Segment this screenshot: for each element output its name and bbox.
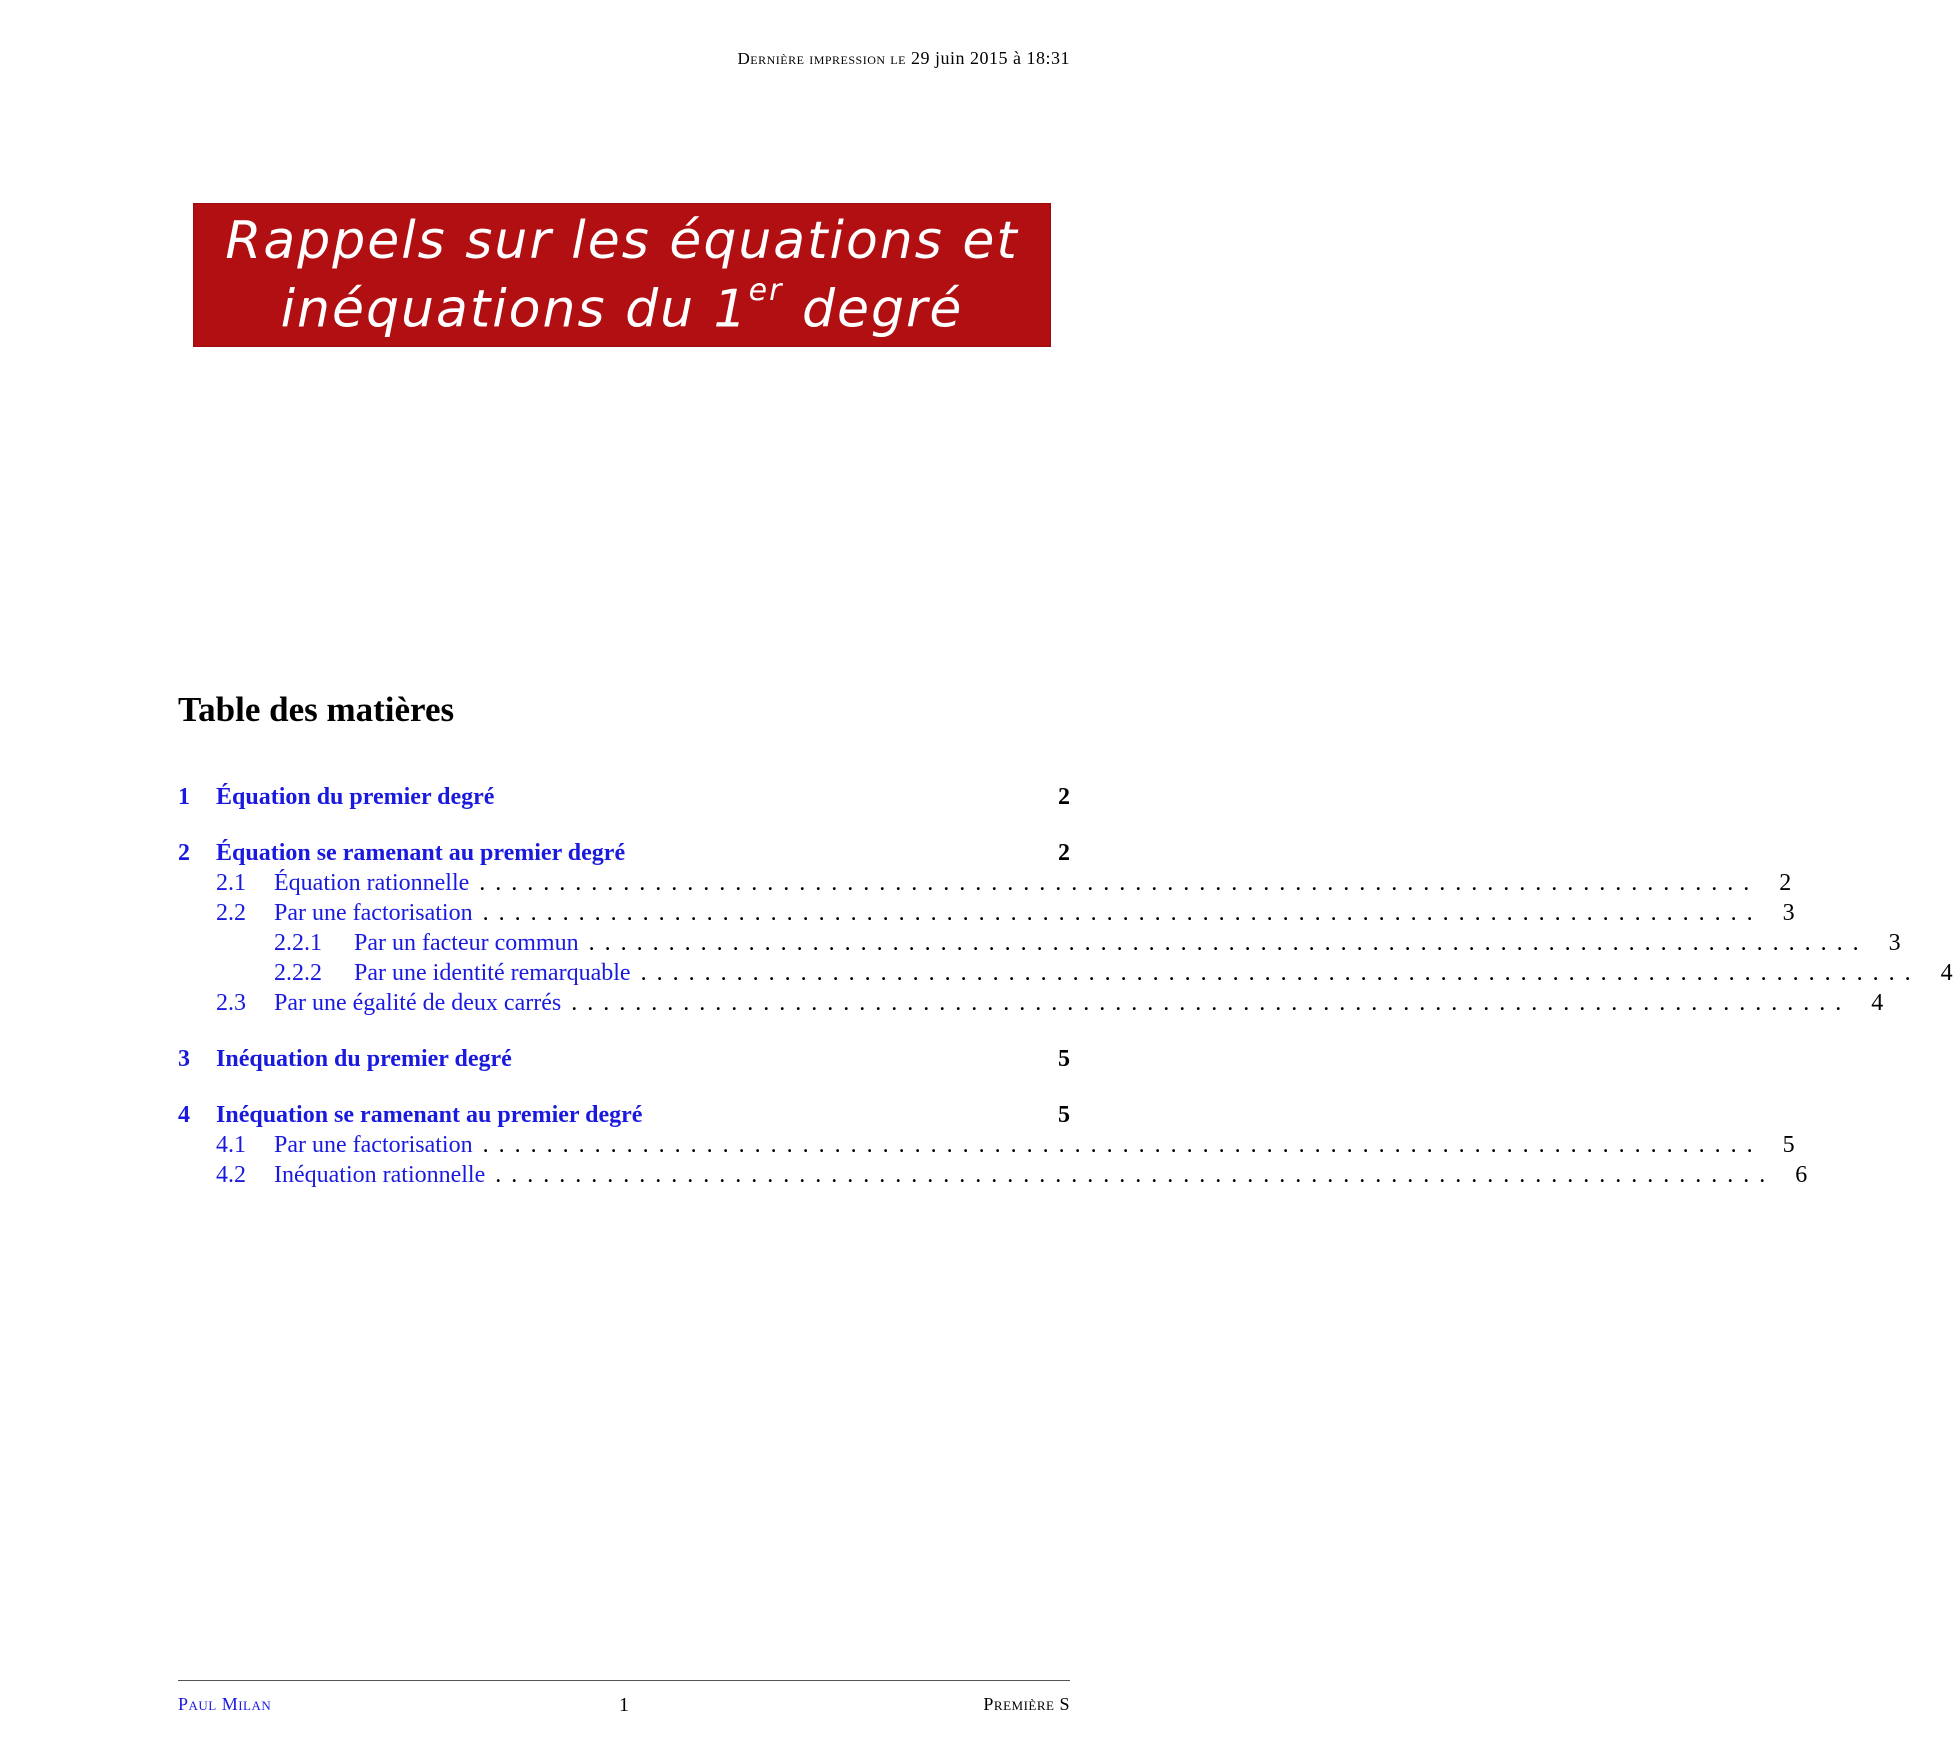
toc-entry-page: 2 (1779, 870, 1792, 896)
title-line-2-end: degré (783, 279, 964, 340)
toc-entry-number: 2.2.1 (274, 930, 322, 956)
title-superscript: er (748, 272, 784, 308)
toc-entry-link[interactable]: Par une égalité de deux carrés (274, 990, 562, 1016)
toc-entry[interactable] (178, 870, 1792, 900)
toc-heading: Table des matières (178, 690, 455, 729)
toc-entry-link[interactable]: Équation rationnelle (274, 870, 470, 896)
print-time: 18:31 (1026, 48, 1070, 68)
toc-entry[interactable] (178, 784, 1070, 814)
toc-entry-link[interactable]: Inéquation rationnelle (274, 1162, 486, 1188)
toc-entry-number: 2.1 (216, 870, 246, 896)
footer-level: Première S (983, 1694, 1070, 1714)
toc-entry-page: 3 (1888, 930, 1901, 956)
toc-entry-page: 2 (1058, 784, 1070, 810)
toc-entry[interactable] (178, 840, 1070, 870)
toc-entry-page: 3 (1782, 900, 1795, 926)
toc-entry-number: 2.3 (216, 990, 246, 1016)
toc-entry[interactable] (178, 900, 1795, 930)
toc-dot-leader: ................................................................................ (588, 930, 1869, 956)
footer-author: Paul Milan (178, 1694, 272, 1714)
toc-entry-page: 5 (1058, 1102, 1070, 1128)
toc-entry-link[interactable]: Par un facteur commun (354, 930, 579, 956)
toc-entry-page: 2 (1058, 840, 1070, 866)
toc-entry[interactable] (178, 930, 1901, 960)
title-line-2 (281, 270, 964, 338)
toc-entry-page: 5 (1782, 1132, 1795, 1158)
table-of-contents (178, 784, 1953, 1192)
toc-dot-leader: ................................................................................ (479, 870, 1760, 896)
toc-dot-leader: ................................................................................ (482, 1132, 1763, 1158)
title-line-1: Rappels sur les équations et (225, 210, 1019, 271)
toc-entry-number: 1 (178, 784, 190, 810)
footer-divider (178, 1680, 1070, 1681)
toc-entry-number: 2.2 (216, 900, 246, 926)
toc-entry-number: 4.1 (216, 1132, 246, 1158)
print-label: Dernière impression le (737, 49, 906, 68)
toc-dot-leader: ................................................................................ (640, 960, 1921, 986)
toc-entry[interactable] (178, 1162, 1808, 1192)
toc-entry[interactable] (178, 1102, 1070, 1132)
toc-dot-leader: ................................................................................ (482, 900, 1763, 926)
toc-entry-page: 5 (1058, 1046, 1070, 1072)
title-banner (194, 204, 1050, 346)
toc-entry-number: 2 (178, 840, 190, 866)
toc-entry-number: 4.2 (216, 1162, 246, 1188)
toc-entry-number: 4 (178, 1102, 190, 1128)
toc-entry-link[interactable]: Inéquation du premier degré (216, 1046, 512, 1072)
toc-entry-link[interactable]: Équation du premier degré (216, 784, 495, 810)
footer-page-number: 1 (619, 1694, 629, 1716)
toc-entry-link[interactable]: Par une factorisation (274, 1132, 473, 1158)
toc-entry-page: 6 (1795, 1162, 1808, 1188)
toc-entry[interactable] (178, 990, 1884, 1020)
print-sep: à (1012, 48, 1022, 68)
toc-entry-link[interactable]: Inéquation se ramenant au premier degré (216, 1102, 643, 1128)
toc-entry-link[interactable]: Par une factorisation (274, 900, 473, 926)
toc-entry[interactable] (178, 960, 1953, 990)
toc-entry[interactable] (178, 1046, 1070, 1076)
toc-entry-page: 4 (1871, 990, 1884, 1016)
print-date-header (738, 48, 1070, 69)
toc-dot-leader: ................................................................................ (571, 990, 1852, 1016)
toc-entry-number: 2.2.2 (274, 960, 322, 986)
toc-entry-number: 3 (178, 1046, 190, 1072)
toc-dot-leader: ................................................................................ (495, 1162, 1776, 1188)
print-date: 29 juin 2015 (910, 48, 1008, 68)
title-line-2-start: inéquations du 1 (280, 279, 749, 340)
toc-entry-link[interactable]: Par une identité remarquable (354, 960, 631, 986)
toc-entry-link[interactable]: Équation se ramenant au premier degré (216, 840, 626, 866)
toc-entry[interactable] (178, 1132, 1795, 1162)
toc-entry-page: 4 (1940, 960, 1953, 986)
